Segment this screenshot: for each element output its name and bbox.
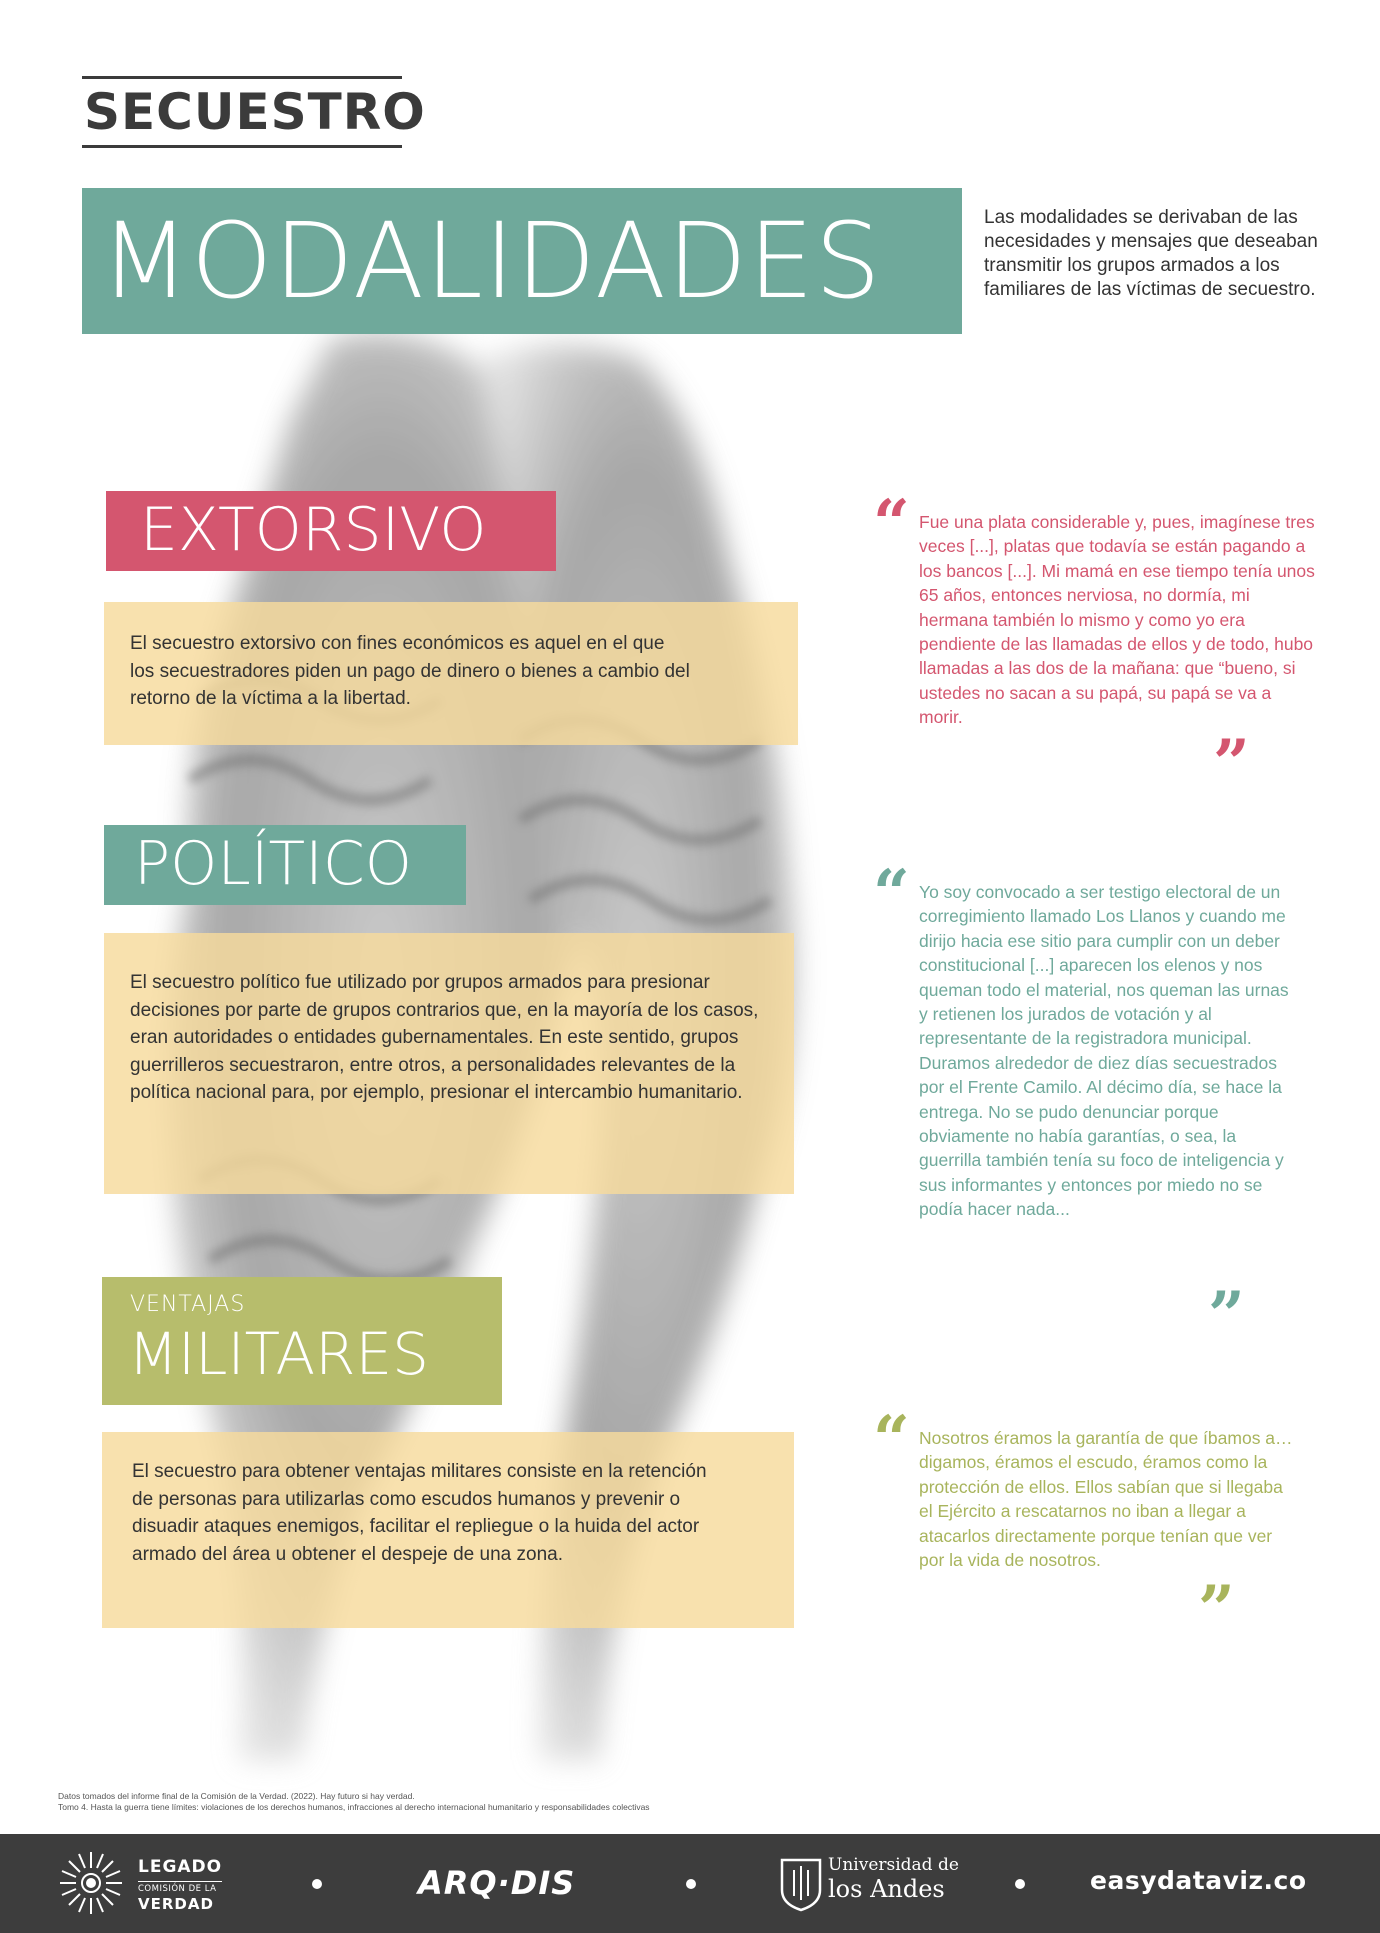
testimony-quote-militares bbox=[873, 1402, 1313, 1647]
source-note bbox=[58, 1791, 958, 1813]
easydataviz-site-text: easydataviz.co bbox=[1090, 1866, 1307, 1895]
andes-line-2: los Andes bbox=[828, 1874, 945, 1903]
quote-text-politico: Yo soy convocado a ser testigo electoral de un corregimiento llamado Los Llanos y cuando me dirijo hacia ese sitio para cumplir con un deber constitucional [...] aparecen los elenos y nos queman todo el material, nos queman las urnas y retienen los jurados de votación y al representante de la registradora municipal. Duramos alrededor de diez días secuestrados por el Frente Camilo. Al décimo día, se hace la entrega. No se pudo denunciar porque obviamente no había garantías, o sea, la guerrilla también tenía su foco de inteligencia y sus informantes y entonces por miedo no se podía hacer nada... bbox=[919, 882, 1289, 1220]
description-militares: El secuestro para obtener ventajas militares consiste en la retención de personas para utilizarlas como escudos humanos y prevenir o disuadir ataques enemigos, facilitar el repliegue o la huida del actor armado del área u obtener el despeje de una zona. bbox=[132, 1461, 707, 1565]
section-header-politico bbox=[104, 825, 466, 905]
andes-line-1: Universidad de bbox=[828, 1855, 959, 1875]
section-title-extorsivo: EXTORSIVO bbox=[140, 495, 487, 565]
open-quote-icon: “ bbox=[873, 486, 910, 561]
section-title-militares: MILITARES bbox=[128, 1320, 429, 1388]
close-quote-icon: ” bbox=[1198, 1572, 1235, 1647]
legado-sun-icon bbox=[58, 1850, 124, 1916]
legado-line-2: COMISIÓN DE LA bbox=[138, 1881, 222, 1894]
open-quote-icon: “ bbox=[873, 856, 910, 931]
section-title-politico: POLÍTICO bbox=[134, 829, 412, 899]
description-extorsivo: El secuestro extorsivo con fines económicos es aquel en el que los secuestradores piden un pago de dinero o bienes a cambio del retorno de la víctima a la libertad. bbox=[130, 633, 690, 709]
separator-dot bbox=[686, 1879, 696, 1889]
section-header-militares bbox=[102, 1277, 502, 1405]
close-quote-icon: ” bbox=[1208, 1278, 1245, 1353]
source-line-2: Tomo 4. Hasta la guerra tiene límites: violaciones de los derechos humanos, infracciones al derecho internacional humanitario y responsabilidades colectivas bbox=[58, 1802, 650, 1812]
arqdis-logo: ARQ·DIS bbox=[418, 1864, 576, 1902]
separator-dot bbox=[1015, 1879, 1025, 1889]
section-subtitle-ventajas: VENTAJAS bbox=[130, 1292, 246, 1317]
main-title: MODALIDADES bbox=[100, 200, 882, 322]
source-line-1: Datos tomados del informe final de la Comisión de la Verdad. (2022). Hay futuro si hay verdad. bbox=[58, 1791, 415, 1801]
intro-text: Las modalidades se derivaban de las necesidades y mensajes que deseaban transmitir los grupos armados a los familiares de las víctimas de secuestro. bbox=[984, 207, 1318, 300]
testimony-quote-politico bbox=[873, 856, 1313, 1353]
description-politico: El secuestro político fue utilizado por grupos armados para presionar decisiones por parte de grupos contrarios que, en la mayoría de los casos, eran autoridades o entidades gubernamentales. En este sentido, grupos guerrilleros secuestraron, entre otros, a personalidades relevantes de la política nacional para, por ejemplo, presionar el intercambio humanitario. bbox=[130, 972, 759, 1103]
section-header-extorsivo bbox=[106, 491, 556, 571]
close-quote-icon: ” bbox=[1213, 726, 1250, 801]
legado-line-3: VERDAD bbox=[138, 1895, 214, 1914]
kicker-title: SECUESTRO bbox=[84, 83, 426, 141]
open-quote-icon: “ bbox=[873, 1402, 910, 1477]
description-box-extorsivo bbox=[104, 602, 798, 745]
footer-bar bbox=[0, 1834, 1380, 1933]
quote-text-extorsivo: Fue una plata considerable y, pues, imagínese tres veces [...], platas que todavía se están pagando a los bancos [...]. Mi mamá en ese tiempo tenía unos 65 años, entonces nerviosa, no dormía, mi hermana también lo mismo y como yo era pendiente de las llamadas de ellos y de todo, hubo llamadas a las dos de la mañana: que “bueno, si ustedes no sacan a su papá, su papá se va a morir. bbox=[919, 512, 1315, 728]
legado-logo-text bbox=[138, 1858, 222, 1913]
quote-text-militares: Nosotros éramos la garantía de que íbamos a… digamos, éramos el escudo, éramos como la protección de ellos. Ellos sabían que si llegaba el Ejército a rescatarnos no iban a llegar a atacarlos directamente porque tenían que ver por la vida de nosotros. bbox=[919, 1428, 1293, 1571]
separator-dot bbox=[312, 1879, 322, 1889]
testimony-quote-extorsivo bbox=[873, 486, 1315, 801]
description-box-politico bbox=[104, 933, 794, 1194]
andes-logo-text bbox=[828, 1856, 959, 1903]
andes-shield-icon bbox=[778, 1856, 824, 1912]
kicker-title-block bbox=[82, 76, 426, 148]
legado-line-1: LEGADO bbox=[138, 1857, 223, 1877]
description-box-militares bbox=[102, 1432, 794, 1628]
main-title-banner bbox=[82, 188, 962, 334]
